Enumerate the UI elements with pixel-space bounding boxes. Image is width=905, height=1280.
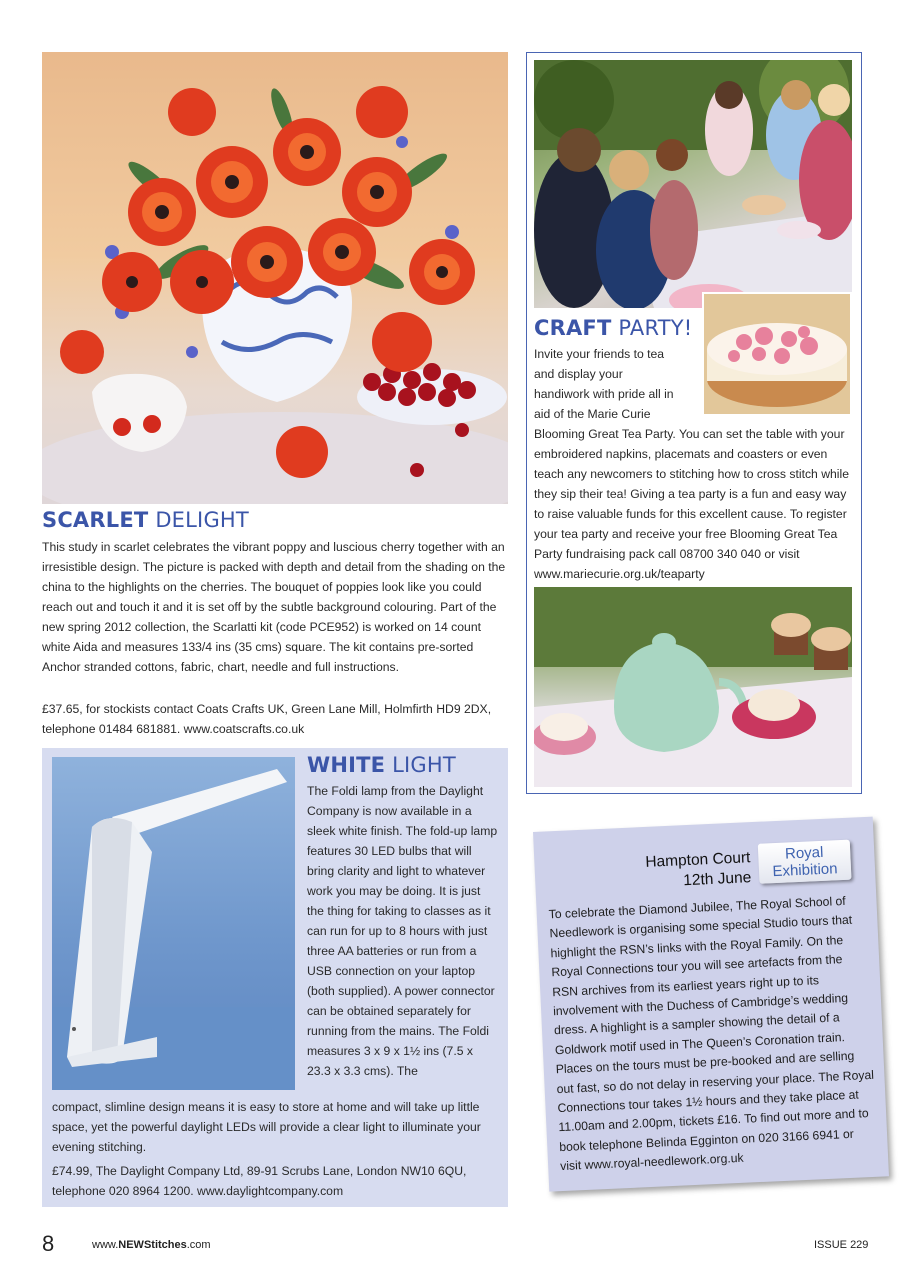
hampton-body: To celebrate the Diamond Jubilee, The Royal School of Needlework is organising some special Studio tours that highlight the RSN’s links with the Royal Family. On the Royal Connections tour you will see artefacts from the RSN archives from its earliest years right up to its involvement with the Duchess of Cambridge’s wedding dress. A highlight is a sampler showing the detail of a Goldwork motif used in The Queen’s Coronation train. Places on the tours must be pre-booked and are selling out fast, so do not delay in reserving your place. The Royal Connections tour takes 1½ hours and they take place at 11.00am and 2.00pm, tickets £16. To find out more and to book telephone Belinda Egginton on 020 3166 6941 or visit www.royal-needlework.org.uk bbox=[548, 893, 875, 1174]
white-body-wide: compact, slimline design means it is easy to store at home and will take up little space, yet the powerful daylight LEDs will provide a clear light to illuminate your evening stitching. bbox=[52, 1100, 481, 1154]
badge-line: Exhibition bbox=[772, 860, 838, 881]
hampton-court-card bbox=[533, 817, 889, 1192]
craft-line: handiwork with pride all in bbox=[534, 387, 674, 401]
event-date: 12th June bbox=[682, 869, 752, 890]
url-brand: NEWStitches bbox=[118, 1239, 187, 1251]
event-location: Hampton Court bbox=[645, 849, 751, 871]
badge-line: Royal bbox=[784, 843, 824, 863]
page-number: 8 bbox=[42, 1231, 55, 1256]
tea-party-photo bbox=[534, 60, 852, 308]
scarlet-body: This study in scarlet celebrates the vibrant poppy and luscious cherry together with an irresistible design. The picture is packed with depth and detail from the shading on the china to the highlights on the cherries. The bouquet of poppies look like you could reach out and touch it and it is set off by the subtle background colouring. Part of the new spring 2012 collection, the Scarlatti kit (code PCE952) is worked on 14 count white Aida and measures 133/4 ins (35 cms) square. The kit contains pre-sorted Anchor stranded cottons, fabric, chart, needle and full instructions. bbox=[42, 540, 506, 674]
scarlet-cross-stitch-image bbox=[42, 52, 508, 504]
scarlet-price: £37.65, for stockists contact Coats Crafts UK, Green Lane Mill, Holmfirth HD9 2DX, telephone 01484 681881. www.coatscrafts.co.uk bbox=[42, 702, 492, 736]
craft-body-narrow bbox=[534, 344, 700, 424]
craft-heading: CRAFT PARTY! bbox=[534, 316, 693, 340]
royal-exhibition-badge bbox=[758, 840, 852, 884]
cake-photo bbox=[702, 292, 852, 416]
site-url bbox=[92, 1239, 211, 1251]
craft-line: and display your bbox=[534, 367, 623, 381]
white-heading: WHITE LIGHT bbox=[307, 753, 456, 777]
white-body-narrow: The Foldi lamp from the Daylight Company is now available in a sleek white finish. The fold-up lamp features 30 LED bulbs that will bring clarity and light to whatever work you may be doing. It is just the thing for taking to classes as it can run for up to 8 hours with just three AA batteries or run from a USB connection on your laptop (both supplied). A power connector can be obtained separately for running from the mains. The Foldi measures 3 x 9 x 1½ ins (7.5 x 23.3 x 3.3 cms). The bbox=[307, 784, 498, 1078]
teapot-photo bbox=[534, 587, 852, 787]
url-suffix: .com bbox=[186, 1239, 211, 1251]
scarlet-heading: SCARLET DELIGHT bbox=[42, 508, 249, 532]
craft-body-wide: Blooming Great Tea Party. You can set the table with your embroidered napkins, placemats and coasters or even teach any newcomers to stitching how to cross stitch while they sip their tea! Giving a tea party is a fun and easy way to raise valuable funds for this excellent cause. To register your tea party and receive your free Blooming Great Tea Party fundraising pack call 08700 340 040 or visit www.mariecurie.org.uk/teaparty bbox=[534, 427, 849, 581]
white-price: £74.99, The Daylight Company Ltd, 89-91 Scrubs Lane, London NW10 6QU, telephone 020 8964 1200. www.daylightcompany.com bbox=[52, 1164, 467, 1198]
craft-line: aid of the Marie Curie bbox=[534, 407, 651, 421]
url-prefix: www. bbox=[92, 1239, 119, 1251]
issue-number: ISSUE 229 bbox=[814, 1239, 869, 1251]
foldi-lamp-photo bbox=[52, 757, 295, 1090]
craft-line: Invite your friends to tea bbox=[534, 347, 665, 361]
